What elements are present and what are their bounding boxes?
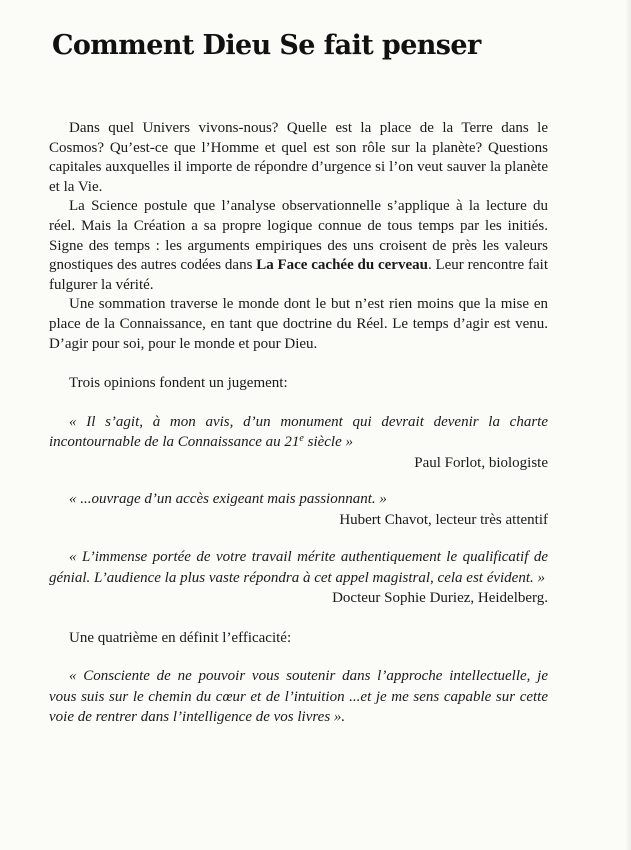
paragraph-science-text-start: La Science postule que l’analyse observationnelle s’applique à la lecture du réel. Mais la Création a sa propre logique connue de tous temps par les initiés. Signe des temps : les arguments empiriques des uns croisent de près les valeurs gnostiques des autres codées dans <box>49 198 548 274</box>
quote-forlot-superscript: e <box>299 433 304 444</box>
quote-duriez: « L’immense portée de votre travail mérite authentiquement le qualificatif de génial. L’audience la plus vaste répondra à cet appel magistral, cela est évident. » <box>49 549 548 586</box>
author-duriez: Docteur Sophie Duriez, Heidelberg. <box>332 590 548 606</box>
opinions-intro: Trois opinions fondent un jugement: <box>69 375 288 391</box>
paragraph-summons: Une sommation traverse le monde dont le but n’est rien moins que la mise en place de la Connaissance, en tant que doctrine du Réel. Le temps d’agir est venu. D’agir pour soi, pour le monde et pour Dieu. <box>49 296 548 352</box>
paragraph-science <box>49 197 548 295</box>
paragraph-universe: Dans quel Univers vivons-nous? Quelle est la place de la Terre dans le Cosmos? Qu’est-ce que l’Homme et quel est son rôle sur la planète? Questions capitales auxquelles il importe de répondre d’urgence si l’on veut sauver la planète et la Vie. <box>49 120 548 195</box>
quote-forlot-text: « Il s’agit, à mon avis, d’un monument qui devrait devenir la charte incontournable de la Connaissance au 21 <box>49 413 548 450</box>
page-edge-shadow <box>625 0 631 850</box>
author-chavot: Hubert Chavot, lecteur très attentif <box>339 511 548 528</box>
quote-chavot: « ...ouvrage d’un accès exigeant mais passionnant. » <box>69 491 387 507</box>
page-title: Comment Dieu Se fait penser <box>52 30 481 61</box>
book-title: La Face cachée du cerveau <box>256 257 428 274</box>
opinions-section <box>49 373 548 728</box>
quote-forlot <box>49 412 548 453</box>
fourth-opinion-intro: Une quatrième en définit l’efficacité: <box>69 629 292 646</box>
author-forlot: Paul Forlot, biologiste <box>414 454 548 471</box>
quote-fourth: « Consciente de ne pouvoir vous soutenir dans l’approche intellectuelle, je vous suis sur le chemin du cœur et de l’intuition ...et je me sens capable sur cette voie de rentrer dans l’intelligence de vos livres ». <box>49 668 548 725</box>
paragraph-science-text-end: . Leur rencontre fait fulgurer la vérité. <box>49 257 548 293</box>
quote-forlot-text-end: siècle » <box>303 434 354 450</box>
body-text <box>49 119 548 354</box>
